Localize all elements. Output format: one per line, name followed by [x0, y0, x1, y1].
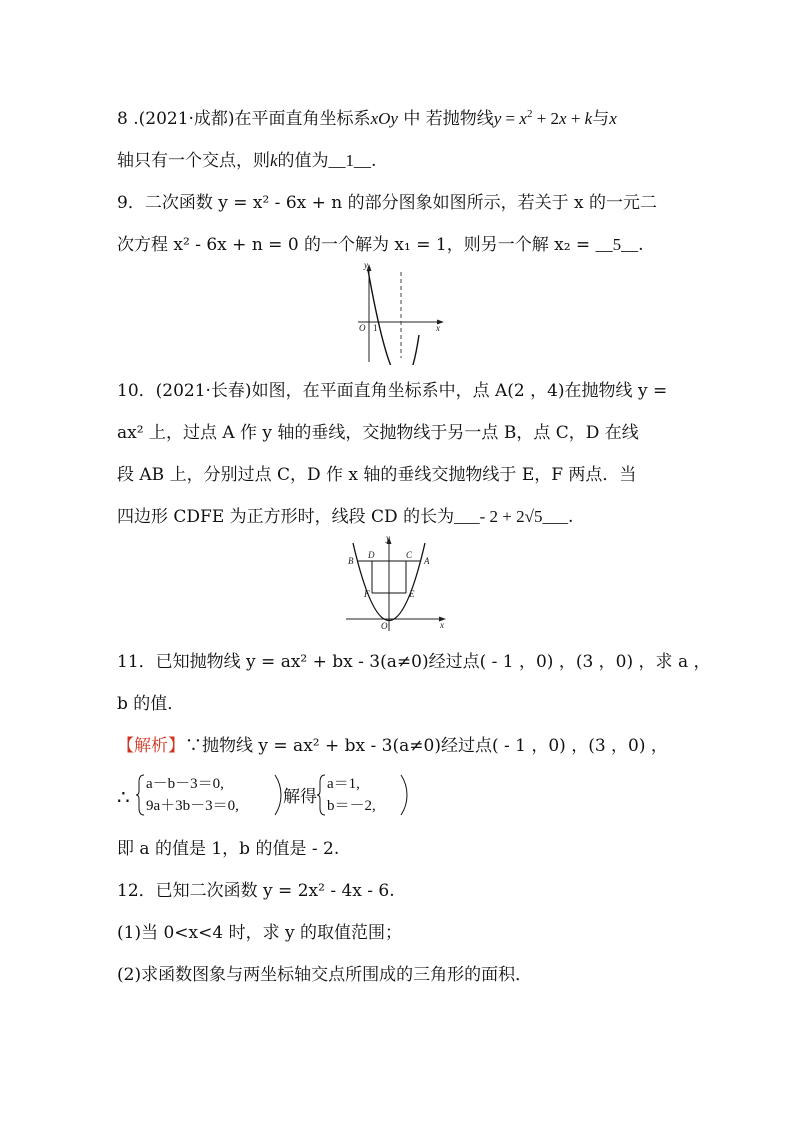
- q12-line-1: 12．已知二次函数 y = 2x² - 4x - 6.: [117, 881, 395, 901]
- left-brace-1: [136, 774, 146, 816]
- svg-text:x: x: [440, 620, 444, 630]
- q12-part-2: (2)求函数图象与两坐标轴交点所围成的三角形的面积．: [117, 965, 533, 985]
- svg-text:A: A: [424, 556, 430, 566]
- svg-text:F: F: [364, 589, 370, 599]
- system-eq-2: 9a＋3b－3＝0,: [146, 798, 239, 814]
- solution-b: b＝－2,: [327, 798, 376, 814]
- q8-answer: __1__: [328, 151, 372, 170]
- q10-line-4: 四边形 CDFE 为正方形时，线段 CD 的长为___- 2 + 2√5___.: [117, 507, 574, 527]
- q10-line-1: 10．(2021·长春)如图，在平面直角坐标系中，点 A(2 ，4)在抛物线 y =: [117, 381, 668, 401]
- q12-part-1: (1)当 0<x<4 时，求 y 的取值范围；: [117, 923, 403, 943]
- q10-answer: ___- 2 + 2√5___: [454, 507, 568, 526]
- q8-line-2: 轴只有一个交点，则k的值为__1__.: [117, 151, 377, 171]
- svg-text:D: D: [368, 550, 375, 560]
- left-brace-2: [317, 774, 327, 816]
- svg-text:B: B: [348, 556, 354, 566]
- q11-conclusion: 即 a 的值是 1，b 的值是 - 2.: [117, 839, 340, 859]
- svg-text:O: O: [359, 323, 366, 333]
- q10-square-parabola-figure: [344, 533, 454, 637]
- svg-text:1: 1: [373, 323, 378, 333]
- q10-line-3: 段 AB 上，分别过点 C，D 作 x 轴的垂线交抛物线于 E，F 两点．当: [117, 465, 637, 485]
- q9-parabola-figure: [350, 260, 450, 369]
- q11-analysis-line: 【解析】∵抛物线 y = ax² + bx - 3(a≠0)经过点( - 1 ，0) ，(3 ，0) ，: [117, 736, 668, 756]
- q9-line-1: 9．二次函数 y = x² - 6x + n 的部分图象如图所示，若关于 x 的一元二: [117, 193, 658, 213]
- system-eq-1: a－b－3＝0,: [146, 776, 224, 792]
- q9-answer: __5__: [595, 235, 639, 254]
- svg-text:y: y: [364, 260, 368, 270]
- right-paren-1: [274, 774, 282, 816]
- solution-a: a＝1,: [327, 776, 360, 792]
- q9-line-2: 次方程 x² - 6x + n = 0 的一个解为 x₁ = 1，则另一个解 x₂ = __5__.: [117, 235, 644, 255]
- svg-text:E: E: [409, 589, 415, 599]
- svg-text:C: C: [406, 550, 413, 560]
- q8-line-1: 8 .(2021·成都)在平面直角坐标系xOy 中 若抛物线$y = x^2 + 2x + k$与x: [117, 108, 617, 129]
- q11-line-2: b 的值．: [117, 694, 185, 714]
- right-paren-2: [400, 774, 408, 816]
- q11-line-1: 11．已知抛物线 y = ax² + bx - 3(a≠0)经过点( - 1 ，0) ，(3 ，0) ，求 a ，: [117, 652, 711, 672]
- analysis-tag: 【解析】: [117, 736, 185, 756]
- svg-text:O: O: [381, 621, 388, 631]
- svg-text:y: y: [386, 533, 390, 543]
- svg-text:x: x: [436, 323, 440, 333]
- q10-line-2: ax² 上，过点 A 作 y 轴的垂线，交抛物线于另一点 B，点 C，D 在线: [117, 423, 639, 443]
- parabola-curve: [368, 270, 419, 365]
